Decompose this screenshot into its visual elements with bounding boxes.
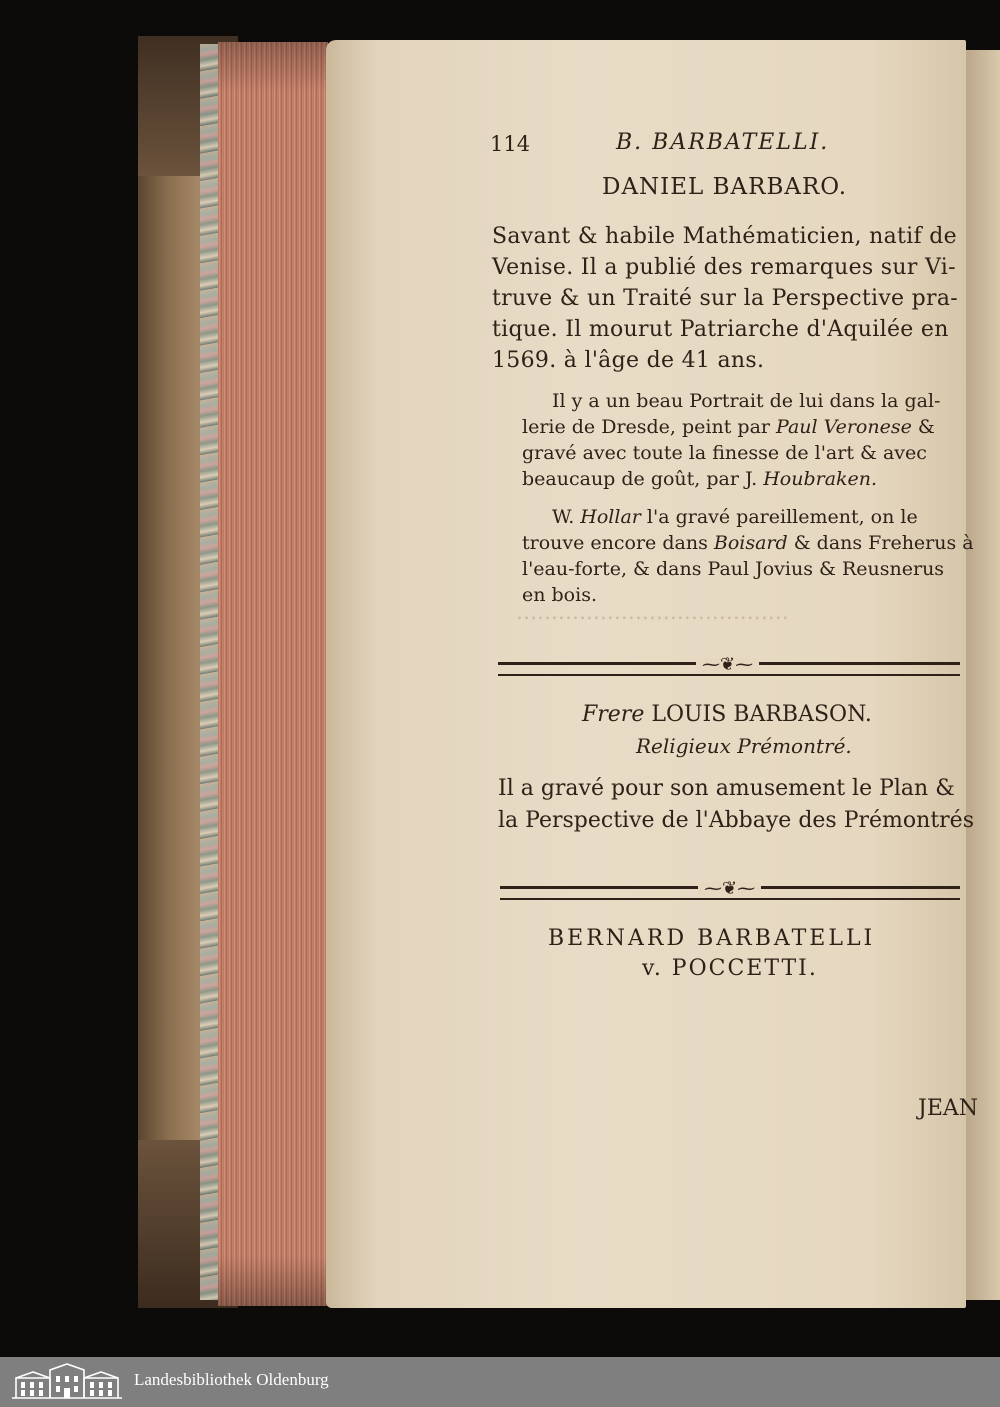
book-page xyxy=(326,40,979,1308)
body-line: Savant & habile Mathématicien, natif de xyxy=(492,224,957,249)
page-number: 114 xyxy=(490,132,531,156)
note-line: lerie de Dresde, peint par Paul Veronese & xyxy=(522,416,935,438)
body-line: Venise. Il a publié des remarques sur Vi- xyxy=(492,255,956,280)
ornament-icon: ⁓❦⁓ xyxy=(696,658,759,672)
entry-heading-barbason: Frere LOUIS BARBASON. xyxy=(582,702,872,727)
catchword: JEAN xyxy=(918,1096,979,1121)
note-line: beaucaup de goût, par J. Houbraken. xyxy=(522,468,878,490)
note-line: Il y a un beau Portrait de lui dans la gal- xyxy=(552,390,941,412)
entry-heading-barbaro: DANIEL BARBARO. xyxy=(602,174,848,200)
body-line: 1569. à l'âge de 41 ans. xyxy=(492,348,765,373)
body-line: la Perspective de l'Abbaye des Prémontrés xyxy=(498,808,974,833)
note-line: trouve encore dans Boisard & dans Freherus à xyxy=(522,532,974,554)
running-head: B. BARBATELLI. xyxy=(616,130,830,155)
library-name: Landesbibliothek Oldenburg xyxy=(134,1370,329,1389)
body-line: Il a gravé pour son amusement le Plan & xyxy=(498,776,955,801)
ornament-icon: ⁓❦⁓ xyxy=(698,882,761,896)
entry-subheading-barbason: Religieux Prémontré. xyxy=(636,734,852,758)
note-line: W. Hollar l'a gravé pareillement, on le xyxy=(552,506,918,528)
bleed-through: ....................................... xyxy=(516,600,789,625)
body-line: tique. Il mourut Patriarche d'Aquilée en xyxy=(492,317,949,342)
entry-crossref: v. POCCETTI. xyxy=(642,956,818,981)
page-edges xyxy=(218,42,328,1306)
entry-heading-barbatelli: BERNARD BARBATELLI xyxy=(548,926,876,951)
note-line: en bois. xyxy=(522,584,597,606)
note-line: l'eau-forte, & dans Paul Jovius & Reusnerus xyxy=(522,558,945,580)
footer-bar xyxy=(0,1357,1000,1407)
note-line: gravé avec toute la finesse de l'art & avec xyxy=(522,442,927,464)
body-line: truve & un Traité sur la Perspective pra- xyxy=(492,286,959,311)
library-building-icon xyxy=(10,1362,124,1400)
